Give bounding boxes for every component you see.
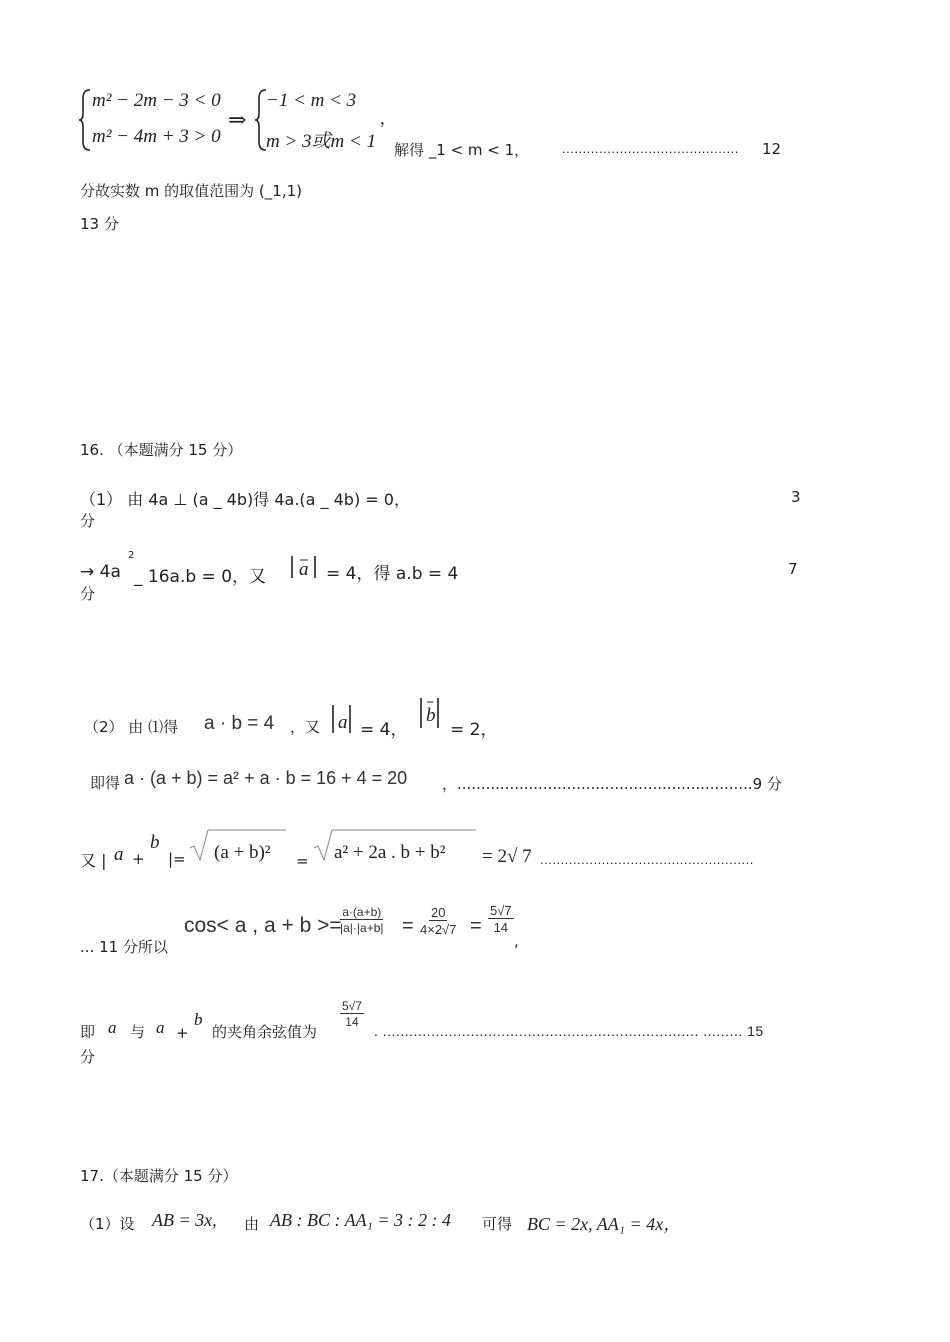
q16-score-7: 7 <box>788 560 798 578</box>
system-left-line1: m² − 2m − 3 < 0 <box>92 90 221 111</box>
q16-title: 16. （本题满分 15 分） <box>80 441 243 459</box>
q16-yu: 与 <box>130 1023 146 1041</box>
frac1-denominator: |a|·|a+b| <box>340 921 384 935</box>
q16-sqrt1-content: (a + b)² <box>214 842 271 863</box>
q16-score-11: ... 11 分所以 <box>80 938 168 956</box>
implies-arrow: ⇒ <box>228 107 247 132</box>
q16-you2: 又 | <box>80 851 107 870</box>
q16-cos-frac3 <box>488 904 514 934</box>
q16-line5-b: b <box>194 1010 203 1029</box>
frac2-numerator: 20 <box>430 905 446 920</box>
system-comma: , <box>380 108 385 129</box>
q16-cos-label: cos< a , a + b >= <box>184 914 342 937</box>
q16-score-15: . ........................................................................ ......... 15 <box>374 1023 764 1039</box>
system-right-line1: −1 < m < 3 <box>266 90 357 111</box>
q16-line3-eq: |= <box>168 850 186 868</box>
q16-line2-sup: 2 <box>128 550 135 561</box>
q16-sqrt2-content: a² + 2a . b + b² <box>334 842 446 863</box>
q16-eq2: = 2， <box>450 720 498 740</box>
range-conclusion: 分故实数 m 的取值范围为 (_1,1) <box>80 182 302 200</box>
q16-fen-final: 分 <box>80 1048 96 1066</box>
q16-line5-a: a <box>108 1018 117 1037</box>
q16-line2-abs-a: a <box>299 559 309 580</box>
q16-expansion: a · (a + b) = a² + a · b = 16 + 4 = 20 <box>124 768 408 788</box>
q16-fen-2: 分 <box>80 585 96 603</box>
q16-line5-a2: a <box>156 1018 165 1037</box>
q16-ji: 即 <box>80 1023 96 1041</box>
q17-ratio: AB : BC : AA₁ = 3 : 2 : 4 <box>270 1210 452 1230</box>
solve-result: 解得 _1 < m < 1， <box>394 141 530 159</box>
q16-cos-eq2: = <box>470 915 482 937</box>
q16-final-frac <box>340 1000 364 1028</box>
q16-cos-comma: , <box>514 932 519 950</box>
q16-line3-eq2: = <box>296 852 309 870</box>
q17-bc-aa1: BC = 2x, AA₁ = 4x， <box>527 1214 682 1234</box>
q17-she: （1）设 <box>80 1215 135 1233</box>
q16-line3-result: = 2√ 7 <box>482 846 532 867</box>
q16-part1-line1: （1） 由 4a ⊥ (a _ 4b)得 4a.(a _ 4b) = 0， <box>80 490 410 509</box>
q17-ab-eq: AB = 3x, <box>152 1210 217 1230</box>
q16-fen-1: 分 <box>80 512 96 530</box>
q17-title: 17.（本题满分 15 分） <box>80 1167 238 1185</box>
q16-dot-product: a · b = 4 <box>204 713 275 734</box>
q16-part2-label: （2） 由 ⑴得 <box>84 718 179 736</box>
q16-cos-frac1 <box>340 906 384 934</box>
frac3-numerator: 5√7 <box>490 903 512 918</box>
q17-you: 由 <box>244 1215 260 1233</box>
frac2-denominator: 4×2√7 <box>420 922 457 937</box>
q16-line2-end: = 4，得 a.b = 4 <box>326 564 459 584</box>
frac1-numerator: a·(a+b) <box>342 905 382 919</box>
final-frac-denominator: 14 <box>345 1015 359 1029</box>
q16-cosine-text: 的夹角余弦值为 <box>212 1023 318 1041</box>
system-right-line2: m > 3或m < 1 <box>266 131 377 152</box>
q16-line3-a: a <box>114 844 124 865</box>
system-left-line2: m² − 4m + 3 > 0 <box>92 126 221 147</box>
q16-abs-a-letter: a <box>338 712 348 733</box>
q16-line5-plus: + <box>176 1024 189 1042</box>
q16-line2-start: → 4a <box>80 562 121 582</box>
q16-line3-b: b <box>150 832 160 853</box>
dot-leader: ........................................... <box>562 141 739 156</box>
q16-line3-plus: + <box>132 850 145 868</box>
q16-you: ，又 <box>290 718 321 736</box>
left-brace-icon <box>78 88 92 152</box>
q16-cos-eq: = <box>402 915 414 937</box>
score-13: 13 分 <box>80 215 119 233</box>
q16-abs-b-letter: b <box>426 705 436 726</box>
q16-score-3: 3 <box>791 488 801 506</box>
q16-jide: 即得 <box>90 774 121 792</box>
score-12: 12 <box>762 140 782 158</box>
final-frac-numerator: 5√7 <box>342 999 362 1013</box>
frac3-denominator: 14 <box>493 920 509 935</box>
q16-score-9: ，..............................................................9 分 <box>442 775 782 793</box>
q16-line3-dots: .................................................... <box>540 852 754 867</box>
q16-cos-frac2 <box>420 906 456 936</box>
q17-kede: 可得 <box>482 1215 513 1233</box>
q16-eq4: = 4， <box>360 720 408 740</box>
q16-line2-mid: _ 16a.b = 0，又 <box>134 567 267 587</box>
